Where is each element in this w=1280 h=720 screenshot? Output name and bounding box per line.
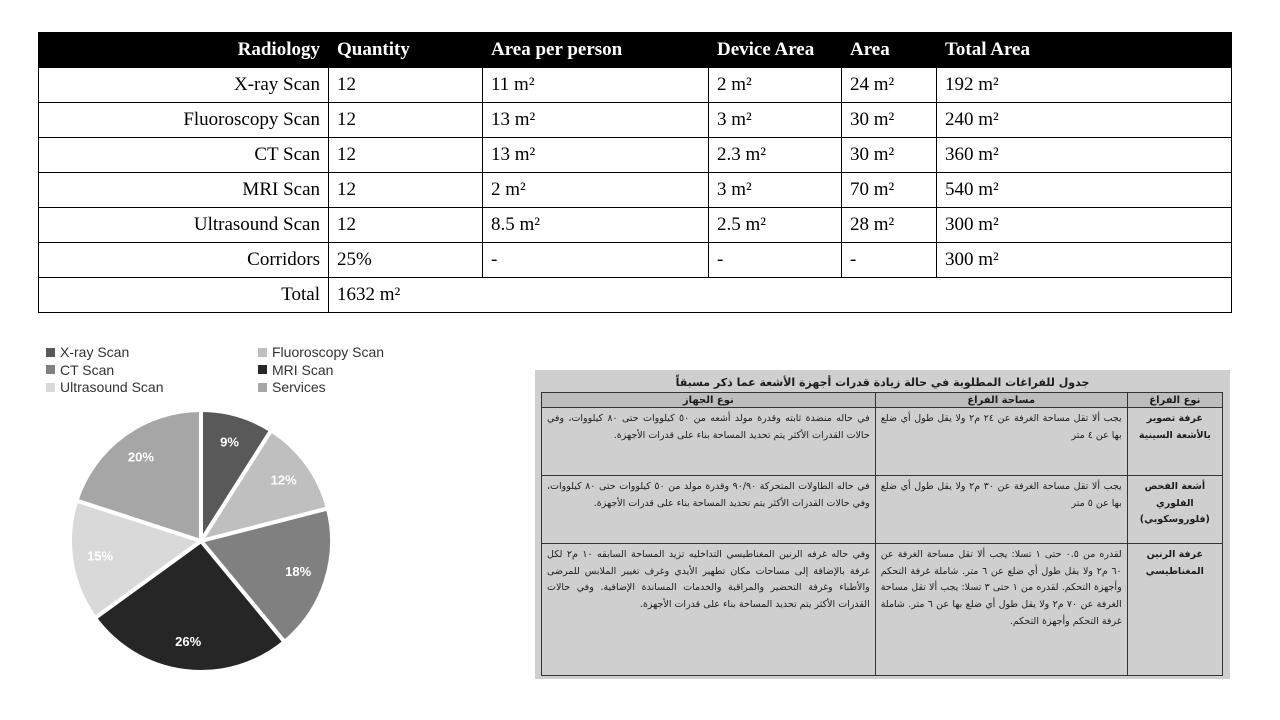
photo-cell-area: يجب ألا تقل مساحة الغرفة عن ٣٠ م٢ ولا يقل طول أي ضلع بها عن ٥ متر bbox=[875, 476, 1127, 544]
cell-radiology: CT Scan bbox=[39, 138, 329, 173]
header-radiology: Radiology bbox=[39, 33, 329, 68]
table-row bbox=[39, 138, 1232, 173]
photo-title: جدول للفراغات المطلوبة في حالة زيادة قدرات أجهزة الأشعة عما ذكر مسبقاً bbox=[675, 376, 1090, 389]
photo-row bbox=[542, 408, 1223, 476]
photo-row bbox=[542, 544, 1223, 676]
cell-device-area: 3 m² bbox=[709, 103, 842, 138]
cell-radiology: MRI Scan bbox=[39, 173, 329, 208]
cell-device-area: 2.3 m² bbox=[709, 138, 842, 173]
photo-cell-type: غرفة تصوير بالأشعة السينية bbox=[1127, 408, 1222, 476]
cell-area: 30 m² bbox=[842, 103, 937, 138]
header-quantity: Quantity bbox=[329, 33, 483, 68]
cell-radiology: Ultrasound Scan bbox=[39, 208, 329, 243]
photo-cell-device: في حاله الطاولات المتحركة ٩٠/٩٠ وقدرة مولد من ٥٠ كيلووات حتى ٨٠ كيلووات، وفي حالات القدرات الأكثر يتم تحديد المساحة بناء على قدرات الأجهزة. bbox=[542, 476, 876, 544]
pie-data-label: 20% bbox=[127, 449, 154, 465]
table-row bbox=[39, 103, 1232, 138]
cell-total-area: 192 m² bbox=[937, 68, 1232, 103]
pie-data-label: 26% bbox=[175, 633, 202, 649]
photo-cell-area: لقدره من ٠.٥ حتى ١ تسلا: يجب ألا تقل مساحة الغرفة عن ٦٠ م٢ ولا يقل طول أي ضلع عن ٦ متر. شاملة غرفة التحكم وأجهزة التحكم. لقدره من ١ حتى ٣ تسلا: يجب ألا تقل مساحة الغرفة عن ٧٠ م٢ ولا يقل طول أي ضلع بها عن ٦ متر. شاملة غرفة التحكم وأجهزة التحكم. bbox=[875, 544, 1127, 676]
cell-device-area: 2.5 m² bbox=[709, 208, 842, 243]
cell-area: 28 m² bbox=[842, 208, 937, 243]
cell-area: 24 m² bbox=[842, 68, 937, 103]
cell-quantity: 12 bbox=[329, 138, 483, 173]
photo-header-row bbox=[542, 393, 1223, 408]
total-label: Total bbox=[39, 278, 329, 313]
header-total-area: Total Area bbox=[937, 33, 1232, 68]
table-row bbox=[39, 208, 1232, 243]
cell-area-per-person: 13 m² bbox=[483, 103, 709, 138]
cell-total-area: 240 m² bbox=[937, 103, 1232, 138]
document-photo bbox=[535, 370, 1230, 679]
legend-label: Fluoroscopy Scan bbox=[272, 344, 385, 360]
cell-quantity: 12 bbox=[329, 173, 483, 208]
legend-label: X-ray Scan bbox=[60, 344, 130, 360]
photo-cell-type: أشعة الفحص الفلوري (فلوروسكوبي) bbox=[1127, 476, 1222, 544]
cell-area-per-person: 11 m² bbox=[483, 68, 709, 103]
photo-header-space-area: مساحة الفراغ bbox=[875, 393, 1127, 408]
cell-quantity: 12 bbox=[329, 103, 483, 138]
total-value: 1632 m² bbox=[329, 278, 1232, 313]
pie-data-label: 12% bbox=[270, 472, 297, 488]
legend-label: MRI Scan bbox=[272, 361, 334, 378]
header-area-per-person: Area per person bbox=[483, 33, 709, 68]
cell-quantity: 12 bbox=[329, 208, 483, 243]
photo-cell-area: يجب ألا تقل مساحة الغرفة عن ٢٤ م٢ ولا يقل طول أي ضلع بها عن ٤ متر bbox=[875, 408, 1127, 476]
pie-chart bbox=[40, 340, 440, 680]
cell-device-area: 3 m² bbox=[709, 173, 842, 208]
cell-device-area: 2 m² bbox=[709, 68, 842, 103]
cell-radiology: Corridors bbox=[39, 243, 329, 278]
table-row bbox=[39, 173, 1232, 208]
cell-device-area: - bbox=[709, 243, 842, 278]
pie-data-label: 18% bbox=[285, 564, 312, 580]
cell-area: - bbox=[842, 243, 937, 278]
pie-data-label: 9% bbox=[220, 434, 239, 450]
legend-label: Ultrasound Scan bbox=[60, 379, 164, 395]
cell-total-area: 540 m² bbox=[937, 173, 1232, 208]
photo-cell-type: غرفة الرنين المغناطيسي bbox=[1127, 544, 1222, 676]
photo-cell-device: في حاله منضدة ثابته وقدرة مولد أشعه من ٥٠ كيلووات حتى ٨٠ كيلووات، وفي حالات القدرات الأكثر يتم تحديد المساحة بناء على قدرات الأجهزة. bbox=[542, 408, 876, 476]
table-row bbox=[39, 243, 1232, 278]
table-header-row bbox=[39, 33, 1232, 68]
cell-radiology: Fluoroscopy Scan bbox=[39, 103, 329, 138]
table-row bbox=[39, 68, 1232, 103]
photo-header-space-type: نوع الفراغ bbox=[1127, 393, 1222, 408]
header-area: Area bbox=[842, 33, 937, 68]
cell-quantity: 12 bbox=[329, 68, 483, 103]
legend-label: CT Scan bbox=[60, 361, 115, 378]
cell-area-per-person: - bbox=[483, 243, 709, 278]
cell-area-per-person: 13 m² bbox=[483, 138, 709, 173]
radiology-area-table bbox=[38, 32, 1232, 313]
cell-area: 30 m² bbox=[842, 138, 937, 173]
cell-radiology: X-ray Scan bbox=[39, 68, 329, 103]
cell-area: 70 m² bbox=[842, 173, 937, 208]
table-total-row bbox=[39, 278, 1232, 313]
cell-quantity: 25% bbox=[329, 243, 483, 278]
cell-area-per-person: 2 m² bbox=[483, 173, 709, 208]
photo-row bbox=[542, 476, 1223, 544]
cell-total-area: 300 m² bbox=[937, 243, 1232, 278]
cell-area-per-person: 8.5 m² bbox=[483, 208, 709, 243]
photo-cell-device: وفي حاله غرفه الرنين المغناطيسي التداخليه تزيد المساحة السابقه ١٠ م٢ لكل غرفة بالإضافة إلى مساحات مكان تطهير الأيدي وغرف تغيير الملابس للمرضى والأطباء وغرفة التحضير والمراقبة والخدمات المساندة الإضافية. وفي حالات القدرات الأكثر يتم تحديد المساحة بناء على قدرات الأجهزة. bbox=[542, 544, 876, 676]
pie-data-label: 15% bbox=[87, 548, 114, 564]
header-device-area: Device Area bbox=[709, 33, 842, 68]
pie-svg bbox=[40, 340, 440, 680]
legend-label: Services bbox=[272, 379, 326, 395]
photo-table bbox=[541, 392, 1223, 676]
cell-total-area: 300 m² bbox=[937, 208, 1232, 243]
cell-total-area: 360 m² bbox=[937, 138, 1232, 173]
photo-header-device-type: نوع الجهاز bbox=[542, 393, 876, 408]
